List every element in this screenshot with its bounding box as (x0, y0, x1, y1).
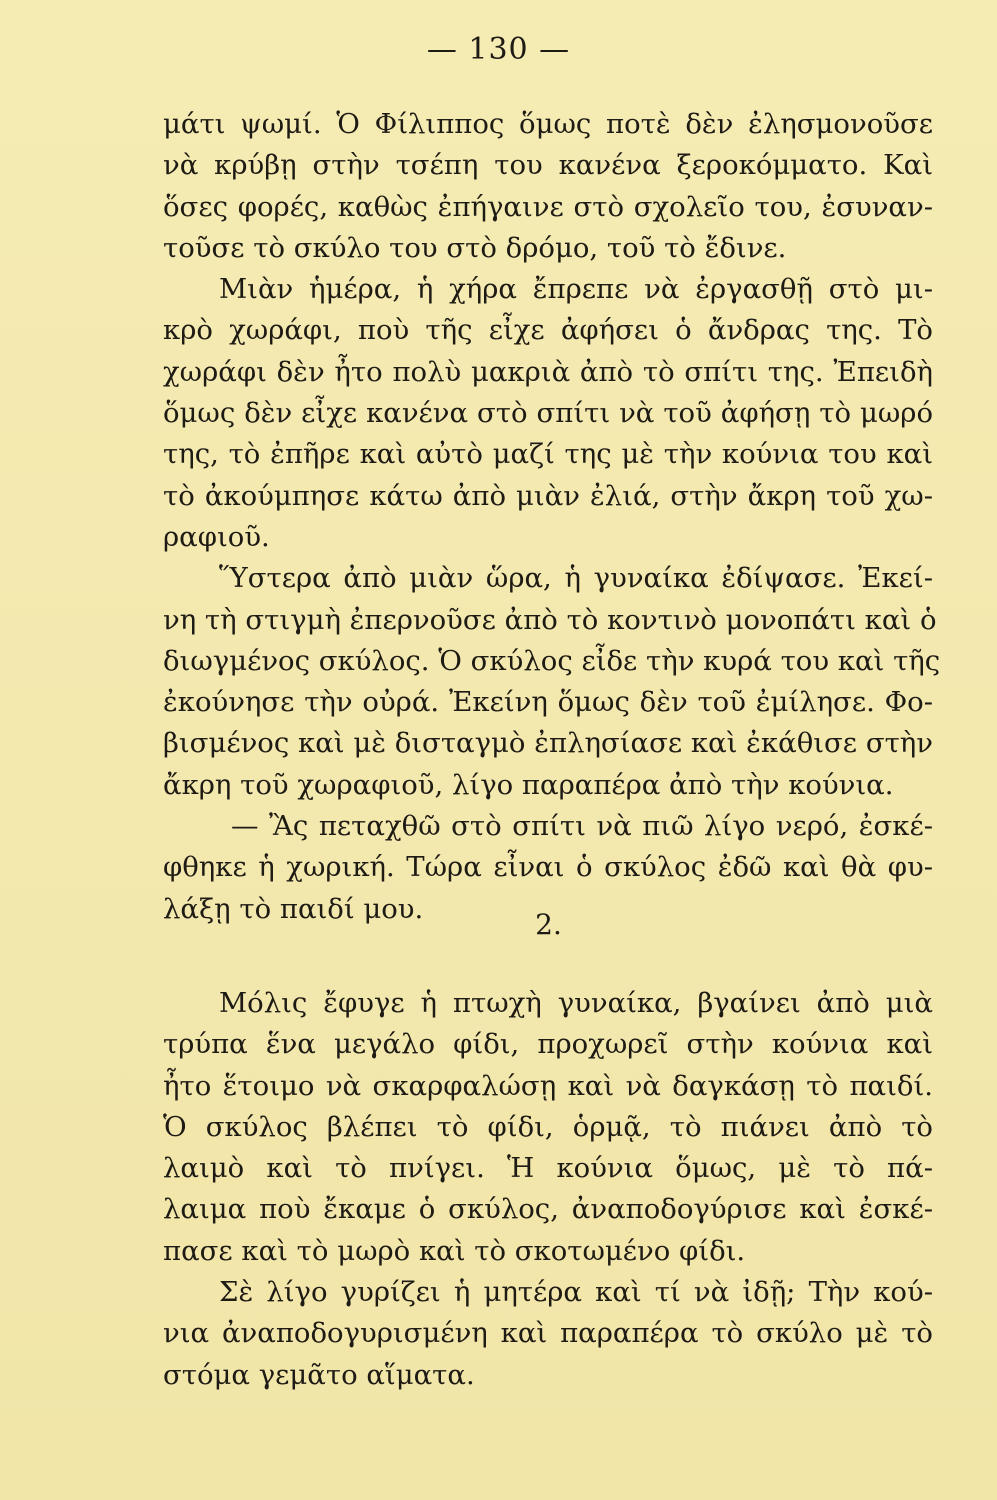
text-line: λάξῃ τὸ παιδί μου. (163, 892, 424, 925)
text-line: ἐκούνησε τὴν οὐρά. Ἐκείνη ὅμως δὲν τοῦ ἐμίλησε. Φο- (163, 686, 933, 719)
text-line: Μόλις ἔφυγε ἡ πτωχὴ γυναίκα, βγαίνει ἀπὸ μιὰ (219, 987, 933, 1019)
text-line: Ὕστερα ἀπὸ μιὰν ὥρα, ἡ γυναίκα ἐδίψασε. Ἐκεί- (219, 562, 933, 595)
text-line: νὰ κρύβῃ στὴν τσέπη του κανένα ξεροκόμματο. Καὶ (163, 149, 933, 182)
dialogue-line: — Ἂς πεταχθῶ στὸ σπίτι νὰ πιῶ λίγο νερό, ἐσκέ- (231, 810, 933, 843)
text-line: Ὁ σκύλος βλέπει τὸ φίδι, ὁρμᾷ, τὸ πιάνει ἀπὸ τὸ (163, 1110, 933, 1143)
text-line: ὅμως δὲν εἶχε κανένα στὸ σπίτι νὰ τοῦ ἀφήσῃ τὸ μωρό (163, 397, 933, 430)
text-line: βισμένος καὶ μὲ δισταγμὸ ἐπλησίασε καὶ ἐκάθισε στὴν (163, 727, 933, 760)
text-line: λαιμὸ καὶ τὸ πνίγει. Ἡ κούνια ὅμως, μὲ τὸ πά- (163, 1152, 933, 1185)
text-line: διωγμένος σκύλος. Ὁ σκύλος εἶδε τὴν κυρά του καὶ τῆς (163, 644, 941, 677)
text-line: ὅσες φορές, καθὼς ἐπήγαινε στὸ σχολεῖο του, ἐσυναν- (163, 190, 933, 223)
text-line: ἦτο ἕτοιμο νὰ σκαρφαλώσῃ καὶ νὰ δαγκάσῃ τὸ παιδί. (163, 1069, 933, 1102)
text-line: στόμα γεμᾶτο αἵματα. (163, 1358, 475, 1391)
text-line: ραφιοῦ. (163, 520, 270, 553)
text-line: λαιμα ποὺ ἔκαμε ὁ σκύλος, ἀναποδογύρισε καὶ ἐσκέ- (163, 1193, 933, 1226)
text-line: Μιὰν ἡμέρα, ἡ χήρα ἔπρεπε νὰ ἐργασθῇ στὸ μι- (219, 273, 933, 306)
text-line: φθηκε ἡ χωρική. Τώρα εἶναι ὁ σκύλος ἐδῶ καὶ θὰ φυ- (163, 851, 933, 884)
text-line: της, τὸ ἐπῆρε καὶ αὐτὸ μαζί της μὲ τὴν κούνια του καὶ (163, 438, 933, 471)
text-line: πασε καὶ τὸ μωρὸ καὶ τὸ σκοτωμένο φίδι. (163, 1234, 746, 1267)
section-number: 2. (535, 908, 562, 941)
text-line: νια ἀναποδογυρισμένη καὶ παραπέρα τὸ σκύλο μὲ τὸ (163, 1317, 933, 1350)
page-number: — 130 — (426, 32, 571, 67)
text-line: τὸ ἀκούμπησε κάτω ἀπὸ μιὰν ἐλιά, στὴν ἄκρη τοῦ χω- (163, 479, 933, 512)
text-line: Σὲ λίγο γυρίζει ἡ μητέρα καὶ τί νὰ ἰδῇ; Τὴν κού- (219, 1276, 933, 1309)
text-line: τοῦσε τὸ σκύλο του στὸ δρόμο, τοῦ τὸ ἔδινε. (163, 231, 787, 264)
text-line: ἄκρη τοῦ χωραφιοῦ, λίγο παραπέρα ἀπὸ τὴν κούνια. (163, 768, 894, 801)
text-line: μάτι ψωμί. Ὁ Φίλιππος ὅμως ποτὲ δὲν ἐλησμονοῦσε (163, 108, 933, 140)
text-block-1 (163, 104, 941, 930)
text-line: κρὸ χωράφι, ποὺ τῆς εἶχε ἀφήσει ὁ ἄνδρας της. Τὸ (163, 314, 933, 347)
text-line: χωράφι δὲν ἦτο πολὺ μακριὰ ἀπὸ τὸ σπίτι της. Ἐπειδὴ (163, 355, 933, 388)
text-line: τρύπα ἕνα μεγάλο φίδι, προχωρεῖ στὴν κούνια καὶ (163, 1028, 933, 1061)
text-line: νη τὴ στιγμὴ ἐπερνοῦσε ἀπὸ τὸ κοντινὸ μονοπάτι καὶ ὁ (163, 603, 937, 636)
text-block-2 (163, 983, 933, 1396)
